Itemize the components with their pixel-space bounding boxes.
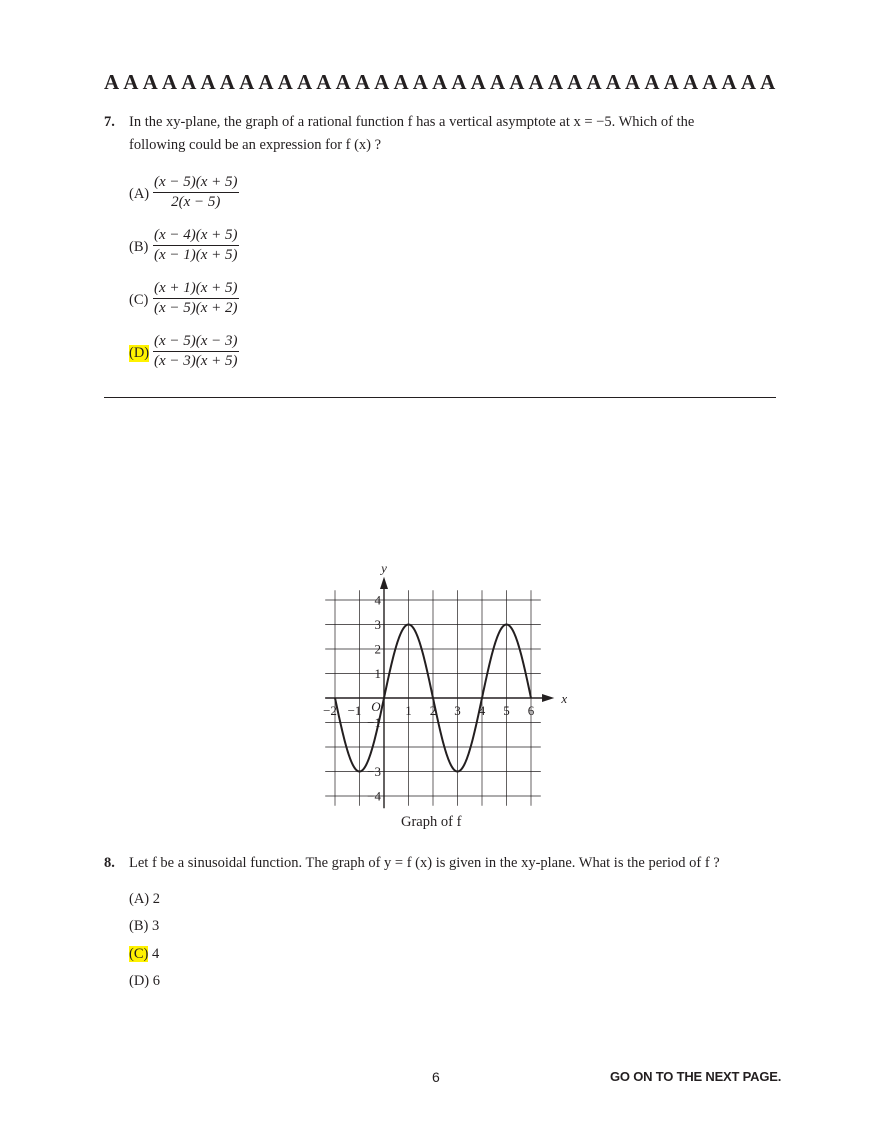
x-axis-label: x: [561, 691, 568, 706]
q7-line2: following could be an expression for f (x) ?: [129, 137, 382, 153]
q7-option-a-fraction: [153, 174, 239, 211]
origin-label: O: [371, 699, 381, 714]
q8-option-c-label: (C): [129, 946, 149, 962]
y-tick-label: 2: [374, 641, 381, 657]
q7-option-a-numerator: (x − 5)(x + 5): [153, 174, 239, 193]
x-axis-arrow: [542, 694, 554, 702]
y-axis-arrow: [380, 577, 388, 589]
y-tick-label: −3: [367, 764, 381, 779]
y-tick-label: 4: [374, 592, 381, 608]
q7-option-d-label: (D): [129, 345, 150, 361]
q7-option-c-numerator: (x + 1)(x + 5): [153, 280, 239, 299]
q7-option-d-fraction: [153, 333, 239, 370]
q7-number: 7.: [104, 114, 115, 130]
q7-line1: In the xy-plane, the graph of a rational function f has a vertical asymptote at x = −5. Which of the: [129, 114, 695, 130]
q7-option-b-denominator: (x − 1)(x + 5): [154, 247, 238, 263]
q7-option-a-denominator: 2(x − 5): [171, 194, 221, 210]
q8-option-c-value: 4: [151, 946, 160, 962]
q8-option-b-label: (B): [129, 918, 149, 934]
x-tick-label: 1: [405, 703, 412, 718]
page-number: 6: [432, 1069, 440, 1085]
q8-text: Let f be a sinusoidal function. The graph of y = f (x) is given in the xy-plane. What is the period of f ?: [129, 855, 720, 871]
q7-option-b-fraction: [153, 227, 239, 264]
x-tick-label: 4: [478, 703, 486, 718]
q7-option-d-numerator: (x − 5)(x − 3): [153, 333, 239, 352]
q8-option-a[interactable]: [129, 891, 160, 908]
x-tick-label: −2: [323, 703, 337, 718]
x-tick-label: 2: [429, 703, 437, 718]
sinusoid-graph: [310, 560, 570, 840]
go-on-next-page: GO ON TO THE NEXT PAGE.: [610, 1069, 782, 1084]
y-tick-label: 1: [374, 666, 381, 681]
q8-option-a-value: 2: [152, 891, 161, 907]
q7-option-a-label: (A): [129, 186, 150, 202]
q7-option-d-denominator: (x − 3)(x + 5): [154, 353, 238, 369]
q8-option-a-label: (A): [129, 891, 150, 907]
x-tick-label: 3: [454, 703, 461, 718]
y-tick-label: −1: [367, 715, 381, 730]
q8-option-b-value: 3: [151, 918, 160, 934]
q7-option-b-numerator: (x − 4)(x + 5): [153, 227, 239, 246]
x-tick-label: 5: [503, 703, 510, 718]
q7-option-b-label: (B): [129, 239, 149, 255]
q8-option-b[interactable]: [129, 918, 159, 935]
q8-option-d-value: 6: [152, 973, 161, 989]
x-tick-label: 6: [527, 703, 535, 718]
question-divider: [104, 397, 776, 398]
graph-caption: Graph of f: [401, 814, 462, 830]
q8-option-d[interactable]: [129, 973, 160, 990]
y-tick-label: −4: [367, 788, 381, 804]
section-banner: A A A A A A A A A A A A A A A A A A A A A A A A A A A A A A A A A A A: [104, 70, 776, 94]
q8-option-c[interactable]: [129, 946, 159, 963]
q7-option-c-label: (C): [129, 292, 149, 308]
y-tick-label: 3: [374, 617, 381, 632]
q8-number: 8.: [104, 855, 115, 871]
q7-option-c-fraction: [153, 280, 239, 317]
x-tick-label: −1: [347, 703, 362, 718]
y-axis-label: y: [381, 560, 387, 576]
q7-option-c-denominator: (x − 5)(x + 2): [154, 300, 238, 316]
q8-option-d-label: (D): [129, 973, 150, 989]
